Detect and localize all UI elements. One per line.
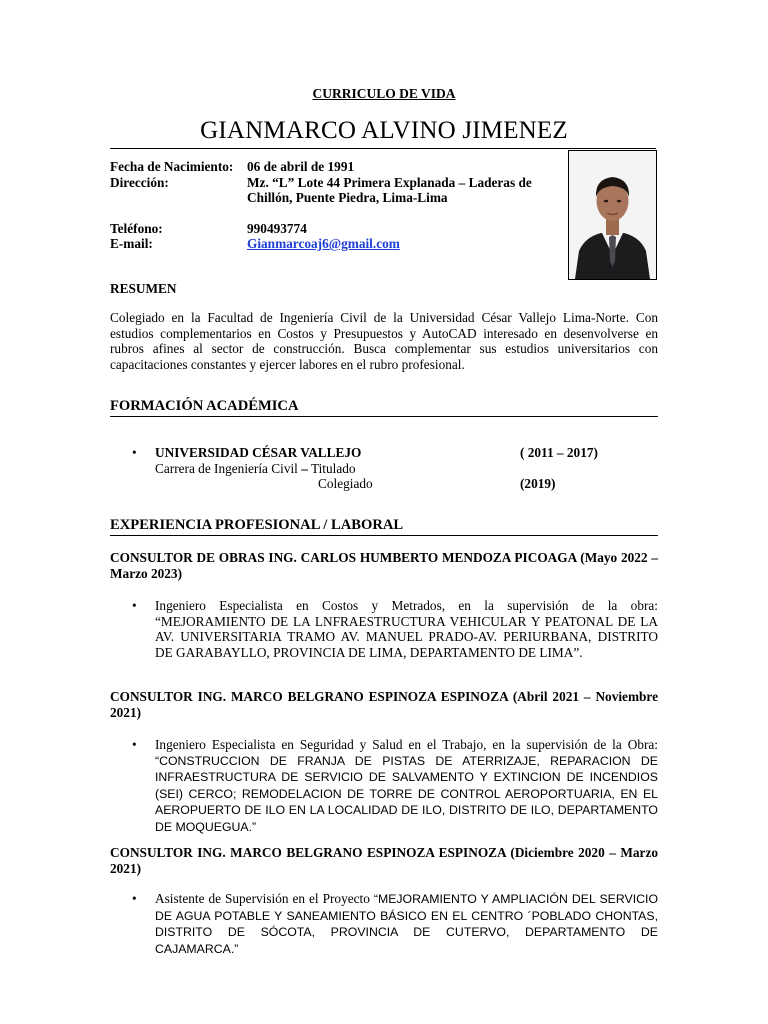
email-label: E-mail:: [110, 236, 153, 251]
phone-value: 990493774: [247, 220, 307, 236]
job-desc-3: [132, 891, 658, 957]
address-row: [110, 175, 560, 206]
job-desc-2: [132, 737, 658, 835]
job-desc-project-1: “MEJORAMIENTO DE LA LNFRAESTRUCTURA VEHICULAR Y PEATONAL DE LA AV. UNIVERSITARIA TRAMO AV. MANUEL PRADO-AV. PERIURBANA, DISTRITO DE GARABAYLLO, PROVINCIA DE LIMA, DEPARTAMENTO DE LIMA”.: [155, 613, 658, 660]
colegiado-label: Colegiado: [318, 476, 373, 491]
name-divider: [110, 148, 656, 149]
bullet-icon: •: [132, 445, 137, 460]
job-desc-1: [132, 598, 658, 660]
email-link[interactable]: Gianmarcoaj6@gmail.com: [247, 236, 400, 251]
summary-text: Colegiado en la Facultad de Ingeniería Civil de la Universidad César Vallejo Lima-Norte. Con estudios complementarios en Costos y Presupuestos y AutoCAD interesado en desenvolverse en rubros afines al sector de construcción. Busca complementar sus estudios universitarios con capacitaciones constantes y ejercer labores en el rubro profesional.: [110, 310, 658, 372]
info-spacer: [110, 206, 560, 221]
phone-row: [110, 221, 560, 237]
email-row: [110, 236, 560, 252]
career-line: Carrera de Ingeniería Civil – Titulado: [155, 461, 356, 476]
bullet-icon: •: [132, 737, 137, 752]
birth-value: 06 de abril de 1991: [247, 159, 355, 174]
colegiado-year: (2019): [520, 476, 556, 491]
job-desc-intro-1: Ingeniero Especialista en Costos y Metrados, en la supervisión de la obra:: [155, 598, 658, 613]
experience-title: EXPERIENCIA PROFESIONAL / LABORAL: [110, 518, 658, 536]
career-status: Titulado: [307, 461, 356, 476]
job-desc-project-2: “CONSTRUCCION DE FRANJA DE PISTAS DE ATERRIZAJE, REPARACION DE INFRAESTRUCTURA DE SERVICIO DE SALVAMENTO Y EXTINCION DE INCENDIOS (SEI) CERCO; REMODELACION DE TORRE DE CONTROL AEROPORTUARIA, EN EL AEROPUERTO DE ILO EN LA LOCALIDAD DE ILO, DISTRITO DE ILO, DEPARTAMENTO DE MOQUEGUA.”: [155, 753, 658, 834]
portrait-image: [569, 151, 656, 279]
education-title: FORMACIÓN ACADÉMICA: [110, 399, 658, 417]
job-desc-project-3: “MEJORAMIENTO Y AMPLIACIÓN DEL SERVICIO DE AGUA POTABLE Y SANEAMIENTO BÁSICO EN EL CENTRO ´POBLADO CHONTAS, DISTRITO DE SÓCOTA, PROVINCIA DE CUTERVO, DEPARTAMENTO DE CAJAMARCA.”: [155, 892, 659, 956]
personal-info: [110, 159, 560, 252]
career-name: Carrera de Ingeniería Civil: [155, 461, 298, 476]
address-value: Mz. “L” Lote 44 Primera Explanada – Laderas de Chillón, Puente Piedra, Lima-Lima: [247, 174, 532, 205]
education-entry: [132, 445, 658, 461]
summary-title: RESUMEN: [110, 281, 177, 296]
education-period: ( 2011 – 2017): [520, 445, 598, 460]
institution-name: UNIVERSIDAD CÉSAR VALLEJO: [155, 445, 362, 460]
job-title-2: CONSULTOR ING. MARCO BELGRANO ESPINOZA ESPINOZA (Abril 2021 – Noviembre 2021): [110, 689, 658, 720]
address-label: Dirección:: [110, 174, 169, 190]
birth-label: Fecha de Nacimiento:: [110, 159, 234, 174]
phone-label: Teléfono:: [110, 220, 163, 236]
bullet-icon: •: [132, 891, 137, 906]
candidate-name: GIANMARCO ALVINO JIMENEZ: [200, 117, 568, 144]
job-desc-intro-2: Ingeniero Especialista en Seguridad y Salud en el Trabajo, en la supervisión de la Obra:: [155, 737, 658, 752]
document-title: CURRICULO DE VIDA: [312, 86, 456, 101]
birth-row: [110, 159, 560, 175]
profile-photo: [568, 150, 657, 280]
job-title-1: CONSULTOR DE OBRAS ING. CARLOS HUMBERTO MENDOZA PICOAGA (Mayo 2022 – Marzo 2023): [110, 550, 658, 581]
job-title-3: CONSULTOR ING. MARCO BELGRANO ESPINOZA ESPINOZA (Diciembre 2020 – Marzo 2021): [110, 845, 658, 876]
bullet-icon: •: [132, 598, 137, 613]
job-desc-intro-3: Asistente de Supervisión en el Proyecto: [155, 891, 374, 906]
